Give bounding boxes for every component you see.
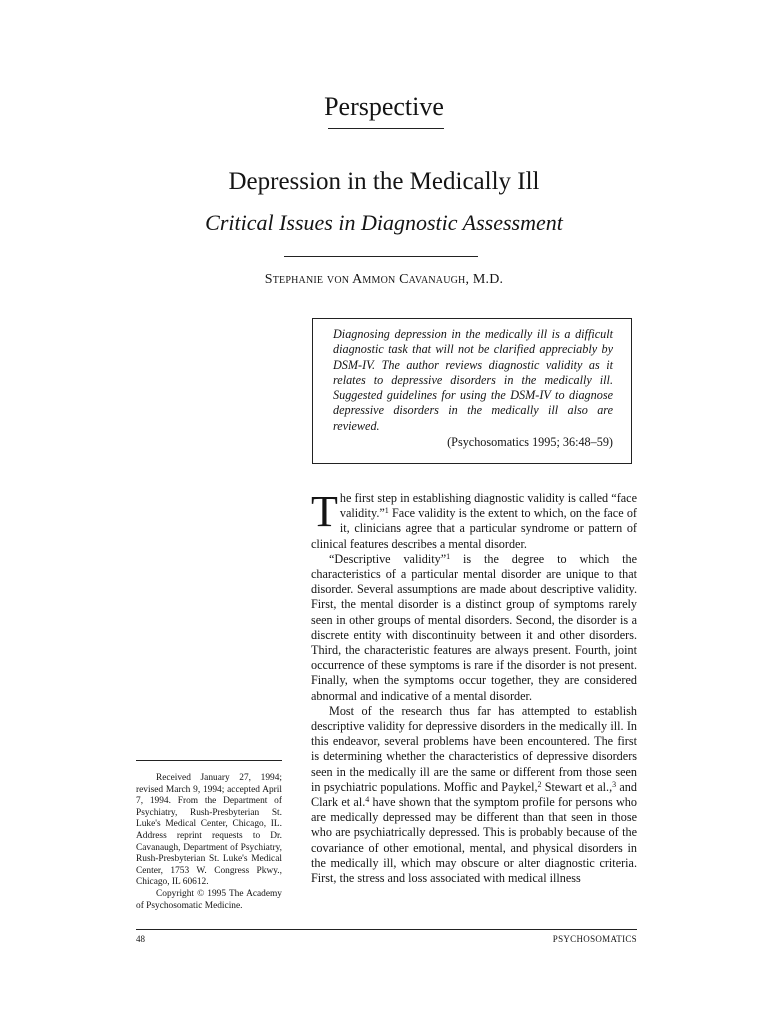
- footer-divider: [136, 929, 637, 930]
- page-number: 48: [136, 934, 145, 944]
- drop-cap: T: [311, 487, 338, 536]
- subtitle-divider: [284, 256, 478, 257]
- footnote-divider: [136, 760, 282, 761]
- citation-ref: 2: [537, 779, 542, 789]
- author-byline: Stephanie von Ammon Cavanaugh, M.D.: [264, 272, 504, 287]
- journal-name: PSYCHOSOMATICS: [552, 934, 637, 944]
- article-subtitle: Critical Issues in Diagnostic Assessment: [205, 210, 563, 235]
- body-paragraph: [311, 552, 637, 704]
- body-text-run: have shown that the symptom profile for persons who are medically depressed may be different than that seen in those who are psychiatrically depressed. This is probably because of the covariance of other emotional, mental, and physical disorders in the medically ill, which may obscure or alter diagnostic criteria. First, the stress and loss associated with medical illness: [311, 795, 637, 886]
- footnote-received: Received January 27, 1994; revised March 9, 1994; accepted April 7, 1994. From the Department of Psychiatry, Rush-Presbyterian St. Luke's Medical Center, Chicago, IL. Address reprint requests to Dr. Cavanaugh, Department of Psychiatry, Rush-Presbyterian St. Luke's Medical Center, 1753 W. Congress Pkwy., Chicago, IL 60612.: [136, 773, 282, 888]
- body-text-run: “Descriptive validity”: [329, 551, 447, 566]
- citation-ref: 3: [612, 779, 617, 789]
- footnote-copyright: Copyright © 1995 The Academy of Psychosomatic Medicine.: [136, 888, 282, 911]
- body-text-run: he first step in establishing diagnostic validity is called “face validity.”: [339, 491, 637, 521]
- body-text: [311, 487, 637, 886]
- body-text-run: is the degree to which the characteristics of a particular mental disorder are unique to that disorder. Several assumptions are made about descriptive validity. First, the mental disorder is a distinct group of symptoms rarely seen in other groups of mental disorders. Second, the disorder is a discrete entity with discontinuity between it and other disorders. Third, the characteristic features are always present. Fourth, joint occurrence of these symptoms is rare if the disorder is not present. Finally, when the symptoms occur together, they are considered abnormal and indicative of a mental disorder.: [311, 551, 637, 703]
- abstract-citation: (Psychosomatics 1995; 36:48–59): [447, 435, 613, 450]
- abstract-box: [312, 318, 632, 464]
- article-title: Depression in the Medically Ill: [228, 168, 540, 195]
- body-paragraph: [311, 704, 637, 886]
- body-text-run: Face validity is the extent to which, on the face of it, clinicians agree that a particular syndrome or pattern of clinical features describes a mental disorder.: [311, 506, 637, 551]
- abstract-text: Diagnosing depression in the medically ill is a difficult diagnostic task that will not be clarified appreciably by DSM-IV. The author reviews diagnostic validity as it relates to depressive disorders in the medically ill. Suggested guidelines for using the DSM-IV to diagnose depressive disorders in the medically ill also are reviewed.: [333, 327, 613, 433]
- footnote: [136, 773, 282, 912]
- citation-ref: 4: [365, 795, 370, 805]
- body-text-run: Most of the research thus far has attempted to establish descriptive validity for depressive disorders in the medically ill. In this endeavor, several problems have been encountered. The first is determining whether the characteristics of depressive disorders seen in the medically ill are the same or different from those seen in psychiatric populations. Moffic and Paykel,: [311, 703, 637, 794]
- body-text-run: Stewart et al.,: [541, 779, 613, 794]
- citation-ref: 1: [446, 551, 451, 561]
- body-text-run: and Clark et al.: [311, 779, 637, 810]
- citation-ref: 1: [384, 506, 389, 516]
- section-heading: Perspective: [324, 92, 444, 121]
- body-paragraph: [311, 487, 637, 552]
- section-divider: [328, 128, 444, 129]
